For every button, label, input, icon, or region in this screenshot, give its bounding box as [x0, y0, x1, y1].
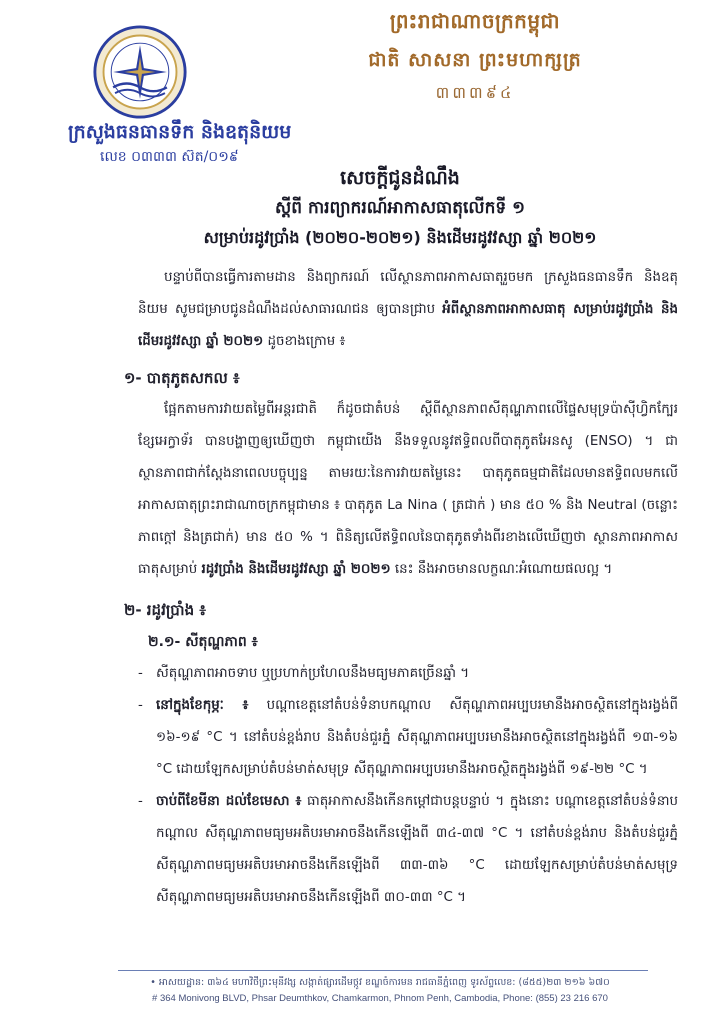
section1-heading: ១- បាតុភូតសកល ៖	[124, 369, 240, 387]
bullet-lead: នៅក្នុងខែកុម្ភៈ ៖	[156, 698, 249, 713]
document-title: សេចក្តីជូនដំណឹង	[340, 167, 460, 189]
ornament-line: ៣៣៣៩៤	[435, 83, 515, 102]
ministry-name: ក្រសួងធនធានទឹក និងឧតុនិយម	[68, 121, 292, 143]
document-body	[124, 262, 678, 914]
section1-bold-text: រដូវប្រាំង និងដើមរដូវវស្សា ឆ្នាំ ២០២១	[201, 562, 391, 577]
bullet-text: សីតុណ្ហភាពអាចទាប ឬប្រហាក់ប្រហែលនឹងមធ្យមភាគច្រើនឆ្នាំ ។	[156, 666, 470, 681]
document-subtitle: ស្តីពី ការព្យាករណ៍អាកាសធាតុលើកទី ១	[275, 198, 525, 218]
title-block	[130, 163, 670, 253]
reference-number: លេខ ០៣៣៣ ស៊ត/០១៩	[100, 149, 239, 165]
section1-paragraph	[138, 394, 678, 586]
bullet-text: ធាតុអាកាសនឹងកើនកម្តៅជាបន្តបន្ទាប់ ។ ក្នុងនោះ បណ្តាខេត្តនៅតំបន់ទំនាបកណ្តាល សីតុណ្ហភាពមធ្យមអតិបរមាអាចនឹងកើនឡើងពី ៣៤-៣៧ °C ។ នៅតំបន់ខ្ពង់រាប និងតំបន់ជួរភ្នំ សីតុណ្ហភាពមធ្យមអតិបរមាអាចនឹងកើនឡើងពី ៣៣-៣៦ °C ដោយឡែកសម្រាប់តំបន់មាត់សមុទ្រ សីតុណ្ហភាពមធ្យមអតិបរមាអាចនឹងកើនឡើងពី ៣០-៣៣ °C ។	[156, 794, 678, 905]
document-period: សម្រាប់រដូវប្រាំង (២០២០-២០២១) និងដើមរដូវវស្សា ឆ្នាំ ២០២១	[203, 228, 597, 247]
section1-text-b: នេះ នឹងអាចមានលក្ខណៈអំណោយផលល្អ ។	[390, 562, 613, 577]
footer-divider	[118, 970, 648, 971]
bullet-text: បណ្តាខេត្តនៅតំបន់ទំនាបកណ្តាល សីតុណ្ហភាពអប្បបរមានឹងអាចស្ថិតនៅក្នុងរង្វង់ពី ១៦-១៩ °C ។ នៅតំបន់ខ្ពង់រាប និងតំបន់ជួរភ្នំ សីតុណ្ហភាពអប្បបរមានឹងអាចស្ថិតនៅក្នុងរង្វង់ពី ១៣-១៦ °C ដោយឡែកសម្រាប់តំបន់មាត់សមុទ្រ សីតុណ្ហភាពអប្បបរមានឹងអាចស្ថិតក្នុងរង្វង់ពី ១៩-២២ °C ។	[156, 698, 678, 777]
intro-text: បន្ទាប់ពីបានធ្វើការតាមដាន និងព្យាករណ៍ លើស្ថានភាពអាកាសធាតុរួចមក ក្រសួងធនធានទឹក និងឧតុនិយម សូមជម្រាបជូនដំណឹងដល់សាធារណជន ឲ្យបានជ្រាប	[138, 270, 678, 317]
intro-tail: ដូចខាងក្រោម ៖	[263, 334, 346, 349]
section1-text-a: ផ្អែកតាមការវាយតម្លៃពីអន្តរជាតិ ក៏ដូចជាតំបន់ ស្តីពីស្ថានភាពសីតុណ្ហភាពលើផ្ទៃសមុទ្រប៉ាស៊ីហ្វិកក្បែរខ្សែអេក្វាទ័រ បានបង្ហាញឲ្យឃើញថា កម្ពុជាយើង នឹងទទួលនូវឥទ្ធិពលពីបាតុភូតអែនសូ (ENSO) ។ ជាស្ថានភាពជាក់ស្តែងនាពេលបច្ចុប្បន្ន តាមរយៈនៃការវាយតម្លៃនេះ បាតុភូតធម្មជាតិដែលមានឥទ្ធិពលមកលើអាកាសធាតុព្រះរាជាណាចក្រកម្ពុជាមាន ៖ បាតុភូត La Nina ( ត្រជាក់ ) មាន ៥០ % និង Neutral (ចន្លោះភាពក្តៅ និងត្រជាក់) មាន ៥០ % ។ ពិនិត្យលើឥទ្ធិពលនៃបាតុភូតទាំងពីរខាងលើឃើញថា ស្ថានភាពអាកាសធាតុសម្រាប់	[138, 402, 678, 577]
bullet-dash: -	[138, 666, 143, 681]
footer-address-khmer: • អាសយដ្ឋាន: ៣៦៤ មហាវិថីព្រះមុនីវង្ស សង្កាត់ផ្សារដើមថ្កូវ ខណ្ឌចំការមន រាជធានីភ្នំពេញ ទូរស័ព្ទលេខ: (៨៥៥)២៣ ២១៦ ៦៧០	[150, 977, 610, 988]
section2-heading: ២- រដូវប្រាំង ៖	[124, 601, 206, 619]
section2-subheading: ២.១- សីតុណ្ហភាព ៖	[148, 634, 258, 650]
list-item	[138, 690, 678, 786]
bullet-dash: -	[138, 698, 143, 713]
bullet-lead: ចាប់ពីខែមីនា ដល់ខែមេសា ៖	[156, 794, 302, 809]
list-item	[138, 786, 678, 914]
footer-address-english: # 364 Monivong BLVD, Phsar Deumthkov, Chamkarmon, Phnom Penh, Cambodia, Phone: (855) 23 216 670	[152, 993, 608, 1004]
list-item	[138, 658, 678, 690]
kingdom-motto	[310, 8, 640, 106]
intro-paragraph	[138, 262, 678, 358]
nation-religion-king: ជាតិ សាសនា ព្រះមហាក្សត្រ	[368, 49, 582, 71]
ministry-emblem-icon	[92, 24, 188, 120]
bullet-dash: -	[138, 794, 143, 809]
kingdom-name: ព្រះរាជាណាចក្រកម្ពុជា	[389, 9, 561, 33]
footer	[100, 975, 660, 1007]
intro-bold-text: អំពីស្ថានភាពអាកាសធាតុ សម្រាប់រដូវប្រាំង និងដើមរដូវវស្សា ឆ្នាំ ២០២១	[138, 302, 678, 349]
